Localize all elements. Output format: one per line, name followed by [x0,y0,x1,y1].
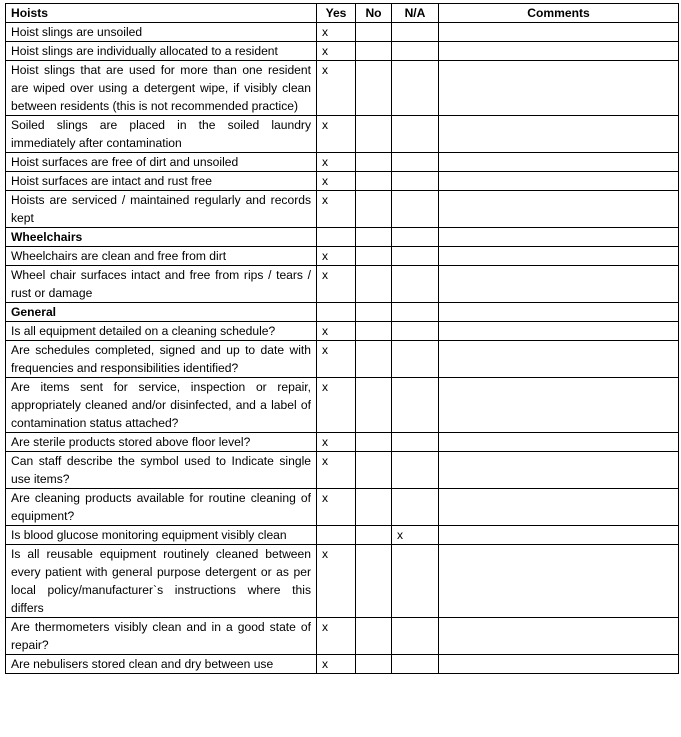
empty-cell [439,303,679,322]
question-cell: Are schedules completed, signed and up to date with frequencies and responsibilities identified? [6,341,317,378]
na-cell [392,266,439,303]
question-cell: Is all reusable equipment routinely cleaned between every patient with general purpose detergent or as per local policy/manufacturer`s instructions where this differs [6,545,317,618]
no-cell [356,322,392,341]
empty-cell [317,228,356,247]
no-cell [356,266,392,303]
checklist-row [6,618,679,655]
question-cell: Hoist slings are individually allocated to a resident [6,42,317,61]
checklist-row [6,266,679,303]
question-cell: Hoist surfaces are free of dirt and unsoiled [6,153,317,172]
comments-cell [439,191,679,228]
question-cell: Hoist slings that are used for more than one resident are wiped over using a detergent wipe, if visibly clean between residents (this is not recommended practice) [6,61,317,116]
question-cell: Are sterile products stored above floor level? [6,433,317,452]
na-cell [392,172,439,191]
comments-cell [439,433,679,452]
comments-column-header: Comments [439,4,679,23]
no-cell [356,61,392,116]
empty-cell [317,303,356,322]
comments-cell [439,153,679,172]
checklist-row [6,526,679,545]
no-cell [356,618,392,655]
na-cell [392,545,439,618]
checklist-row [6,489,679,526]
na-cell [392,153,439,172]
question-cell: Are nebulisers stored clean and dry between use [6,655,317,674]
comments-cell [439,341,679,378]
checklist-row [6,341,679,378]
comments-cell [439,545,679,618]
na-cell [392,247,439,266]
comments-cell [439,247,679,266]
no-cell [356,433,392,452]
checklist-row [6,116,679,153]
no-cell [356,23,392,42]
empty-cell [356,228,392,247]
section-row [6,228,679,247]
na-cell [392,489,439,526]
yes-cell: x [317,655,356,674]
question-cell: Hoist slings are unsoiled [6,23,317,42]
yes-cell [317,526,356,545]
yes-cell: x [317,247,356,266]
no-column-header: No [356,4,392,23]
no-cell [356,655,392,674]
no-cell [356,153,392,172]
checklist-row [6,191,679,228]
no-cell [356,42,392,61]
na-cell [392,61,439,116]
checklist-row [6,23,679,42]
question-cell: Soiled slings are placed in the soiled laundry immediately after contamination [6,116,317,153]
section-row [6,303,679,322]
no-cell [356,172,392,191]
na-cell [392,322,439,341]
comments-cell [439,452,679,489]
yes-cell: x [317,116,356,153]
yes-cell: x [317,42,356,61]
na-cell [392,23,439,42]
question-cell: Is all equipment detailed on a cleaning schedule? [6,322,317,341]
question-cell: Hoists are serviced / maintained regularly and records kept [6,191,317,228]
yes-cell: x [317,172,356,191]
comments-cell [439,322,679,341]
checklist-row [6,61,679,116]
checklist-row [6,42,679,61]
empty-cell [392,228,439,247]
section-heading: General [6,303,317,322]
yes-cell: x [317,153,356,172]
comments-cell [439,116,679,153]
na-column-header: N/A [392,4,439,23]
na-cell [392,42,439,61]
yes-cell: x [317,545,356,618]
yes-cell: x [317,489,356,526]
no-cell [356,545,392,618]
checklist-row [6,452,679,489]
comments-cell [439,172,679,191]
no-cell [356,247,392,266]
comments-cell [439,655,679,674]
na-cell [392,191,439,228]
comments-cell [439,42,679,61]
na-cell [392,452,439,489]
checklist-row [6,322,679,341]
question-cell: Wheelchairs are clean and free from dirt [6,247,317,266]
yes-cell: x [317,378,356,433]
no-cell [356,526,392,545]
question-cell: Are thermometers visibly clean and in a good state of repair? [6,618,317,655]
no-cell [356,191,392,228]
no-cell [356,452,392,489]
checklist-row [6,545,679,618]
question-cell: Wheel chair surfaces intact and free from rips / tears / rust or damage [6,266,317,303]
na-cell [392,378,439,433]
yes-cell: x [317,266,356,303]
yes-cell: x [317,23,356,42]
yes-cell: x [317,452,356,489]
question-cell: Is blood glucose monitoring equipment visibly clean [6,526,317,545]
comments-cell [439,378,679,433]
checklist-row [6,247,679,266]
empty-cell [356,303,392,322]
no-cell [356,341,392,378]
na-cell [392,655,439,674]
yes-cell: x [317,191,356,228]
na-cell: x [392,526,439,545]
section-heading-hoists: Hoists [6,4,317,23]
checklist-row [6,172,679,191]
na-cell [392,433,439,452]
no-cell [356,378,392,433]
na-cell [392,116,439,153]
header-row [6,4,679,23]
empty-cell [439,228,679,247]
yes-cell: x [317,61,356,116]
na-cell [392,618,439,655]
comments-cell [439,266,679,303]
empty-cell [392,303,439,322]
comments-cell [439,23,679,42]
checklist-row [6,378,679,433]
checklist-row [6,153,679,172]
comments-cell [439,526,679,545]
question-cell: Can staff describe the symbol used to Indicate single use items? [6,452,317,489]
question-cell: Are cleaning products available for routine cleaning of equipment? [6,489,317,526]
yes-cell: x [317,341,356,378]
checklist-row [6,433,679,452]
comments-cell [439,489,679,526]
section-heading: Wheelchairs [6,228,317,247]
no-cell [356,489,392,526]
checklist-row [6,655,679,674]
audit-checklist-table [5,3,679,674]
na-cell [392,341,439,378]
yes-column-header: Yes [317,4,356,23]
yes-cell: x [317,433,356,452]
question-cell: Are items sent for service, inspection or repair, appropriately cleaned and/or disinfected, and a label of contamination status attached? [6,378,317,433]
comments-cell [439,618,679,655]
yes-cell: x [317,618,356,655]
question-cell: Hoist surfaces are intact and rust free [6,172,317,191]
yes-cell: x [317,322,356,341]
comments-cell [439,61,679,116]
no-cell [356,116,392,153]
